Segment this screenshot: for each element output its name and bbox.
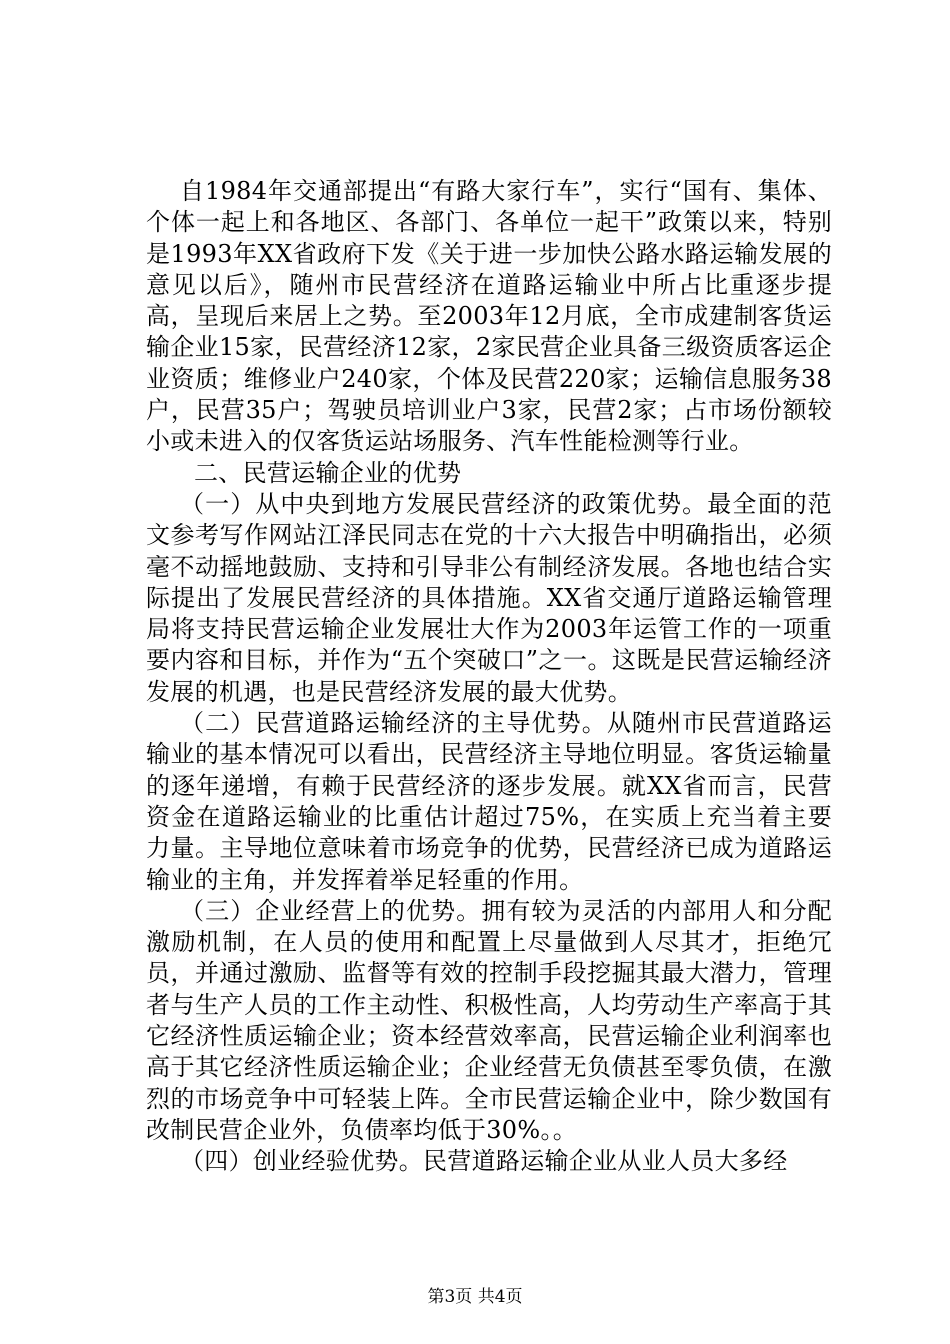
document-body	[146, 176, 832, 1178]
paragraph-history: 自1984年交通部提出“有路大家行车”，实行“国有、集体、个体一起上和各地区、各部门、各单位一起干”政策以来，特别是1993年XX省政府下发《关于进一步加快公路水路运输发展的意见以后》，随州市民营经济在道路运输业中所占比重逐步提高，呈现后来居上之势。至2003年12月底，全市成建制客货运输企业15家，民营经济12家，2家民营企业具备三级资质客运企业资质；维修业户240家，个体及民营220家；运输信息服务38户，民营35户；驾驶员培训业户3家，民营2家；占市场份额较小或未进入的仅客货运站场服务、汽车性能检测等行业。	[146, 177, 832, 456]
paragraph-policy-advantage: （一）从中央到地方发展民营经济的政策优势。最全面的范文参考写作网站江泽民同志在党的十六大报告中明确指出，必须毫不动摇地鼓励、支持和引导非公有制经济发展。各地也结合实际提出了发展民营经济的具体措施。XX省交通厅道路运输管理局将支持民营运输企业发展壮大作为2003年运管工作的一项重要内容和目标，并作为“五个突破口”之一。这既是民营运输经济发展的机遇，也是民营经济发展的最大优势。	[146, 489, 832, 706]
page-footer: 第3页 共4页	[427, 1287, 523, 1307]
paragraph-operation-advantage: （三）企业经营上的优势。拥有较为灵活的内部用人和分配激励机制，在人员的使用和配置上尽量做到人尽其才，拒绝冗员，并通过激励、监督等有效的控制手段挖掘其最大潜力，管理者与生产人员的工作主动性、积极性高，人均劳动生产率高于其它经济性质运输企业；资本经营效率高，民营运输企业利润率也高于其它经济性质运输企业；企业经营无负债甚至零负债，在激烈的市场竞争中可轻装上阵。全市民营运输企业中，除少数国有改制民营企业外，负债率均低于30%。。	[146, 896, 832, 1144]
paragraph-experience-advantage: （四）创业经验优势。民营道路运输企业从业人员大多经	[180, 1147, 788, 1176]
section-heading-advantages: 二、民营运输企业的优势	[194, 458, 462, 487]
paragraph-leading-advantage: （二）民营道路运输经济的主导优势。从随州市民营道路运输业的基本情况可以看出，民营经济主导地位明显。客货运输量的逐年递增，有赖于民营经济的逐步发展。就XX省而言，民营资金在道路运输业的比重估计超过75%，在实质上充当着主要力量。主导地位意味着市场竞争的优势，民营经济已成为道路运输业的主角，并发挥着举足轻重的作用。	[146, 709, 832, 894]
